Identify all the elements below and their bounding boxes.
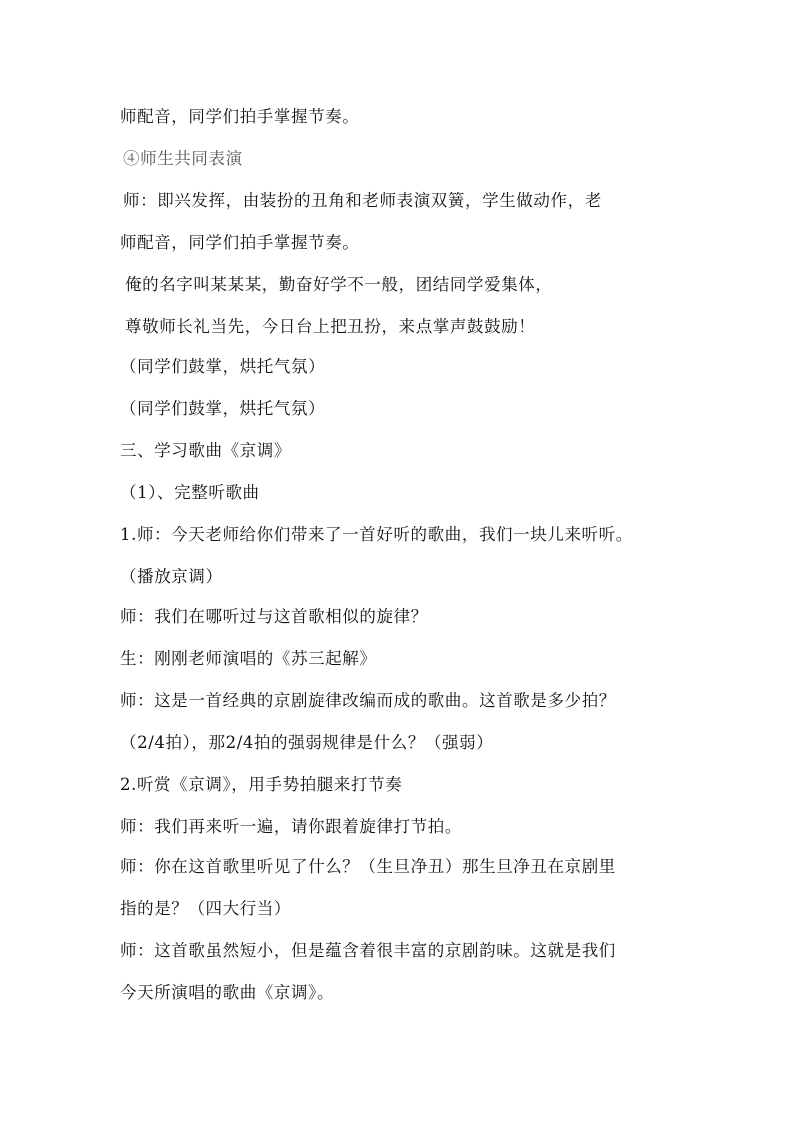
text-line-10: （1）、完整听歌曲 — [120, 483, 260, 502]
text-line-17: 2.听赏《京调》，用手势拍腿来打节奏 — [120, 775, 403, 794]
text-line-20: 指的是？（四大行当） — [120, 899, 291, 918]
text-line-9: 三、学习歌曲《京调》 — [120, 441, 291, 460]
text-line-8: （同学们鼓掌，烘托气氛） — [120, 399, 326, 418]
text-line-12: （播放京调） — [120, 567, 223, 586]
text-line-15: 师：这是一首经典的京剧旋律改编而成的歌曲。这首歌是多少拍？ — [120, 691, 616, 710]
text-line-22: 今天所演唱的歌曲《京调》。 — [120, 983, 335, 1002]
text-line-11: 1.师：今天老师给你们带来了一首好听的歌曲，我们一块儿来听听。 — [120, 525, 633, 544]
text-line-7: （同学们鼓掌，烘托气氛） — [120, 357, 326, 376]
text-line-21: 师：这首歌虽然短小，但是蕴含着很丰富的京剧韵味。这就是我们 — [120, 941, 616, 960]
text-line-13: 师：我们在哪听过与这首歌相似的旋律？ — [120, 607, 428, 626]
text-line-2: ④师生共同表演 — [123, 149, 243, 168]
text-line-3: 师：即兴发挥，由装扮的丑角和老师表演双簧，学生做动作，老 — [123, 191, 602, 210]
text-line-5: 俺的名字叫某某某，勤奋好学不一般，团结同学爱集体， — [125, 275, 553, 294]
text-line-6: 尊敬师长礼当先，今日台上把丑扮，来点掌声鼓鼓励！ — [125, 317, 536, 336]
text-line-14: 生：刚刚老师演唱的《苏三起解》 — [120, 649, 377, 668]
text-line-4: 师配音，同学们拍手掌握节奏。 — [120, 233, 360, 252]
text-line-19: 师：你在这首歌里听见了什么？（生旦净丑）那生旦净丑在京剧里 — [120, 857, 616, 876]
text-line-16: （2/4拍），那2/4拍的强弱规律是什么？（强弱） — [120, 733, 494, 752]
text-line-1: 师配音，同学们拍手掌握节奏。 — [120, 107, 360, 126]
text-line-18: 师：我们再来听一遍，请你跟着旋律打节拍。 — [120, 817, 462, 836]
